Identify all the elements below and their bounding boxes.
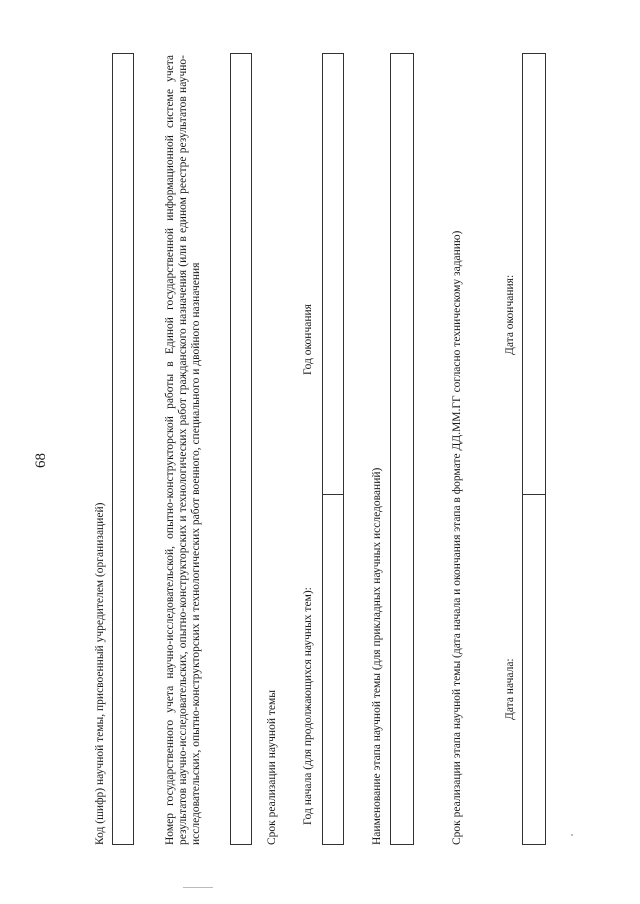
end-date-label: Дата окончания:	[504, 274, 516, 355]
stage-term-field[interactable]	[522, 53, 546, 845]
code-field[interactable]	[112, 53, 134, 845]
start-date-label: Дата начала:	[504, 658, 516, 720]
code-label: Код (шифр) научной темы, присвоенный учредителем (организацией)	[94, 502, 106, 845]
stage-term-field-divider	[522, 494, 546, 495]
term-field[interactable]	[322, 53, 344, 845]
stage-term-label: Срок реализации этапа научной темы (дата начала и окончания этапа в формате ДД.ММ.ГГ согласно техническому заданию)	[451, 230, 463, 845]
scan-speck	[571, 834, 573, 836]
start-year-label: Год начала (для продолжающихся научных тем):	[302, 587, 314, 825]
end-year-label: Год окончания	[302, 304, 314, 375]
scan-speck	[183, 887, 213, 888]
stage-name-label: Наименование этапа научной темы (для прикладных научных исследований)	[371, 467, 383, 845]
stage-name-field[interactable]	[390, 53, 414, 845]
registration-number-label: Номер государственного учета научно-исследовательской, опытно-конструкторской работы в Единой государственной информационной системе учета результатов научно-исследовательских, опытно-конструкторских и технологических работ гражданского назначения (или в едином реестре результатов научно-исследовательских, опытно-конструкторских и технологических работ военного, специального и двойного назначения	[164, 55, 202, 845]
term-field-divider	[322, 494, 344, 495]
form-content	[82, 55, 572, 845]
registration-number-field[interactable]	[230, 53, 252, 845]
page-number: 68	[33, 453, 49, 468]
term-label: Срок реализации научной темы	[266, 690, 278, 845]
